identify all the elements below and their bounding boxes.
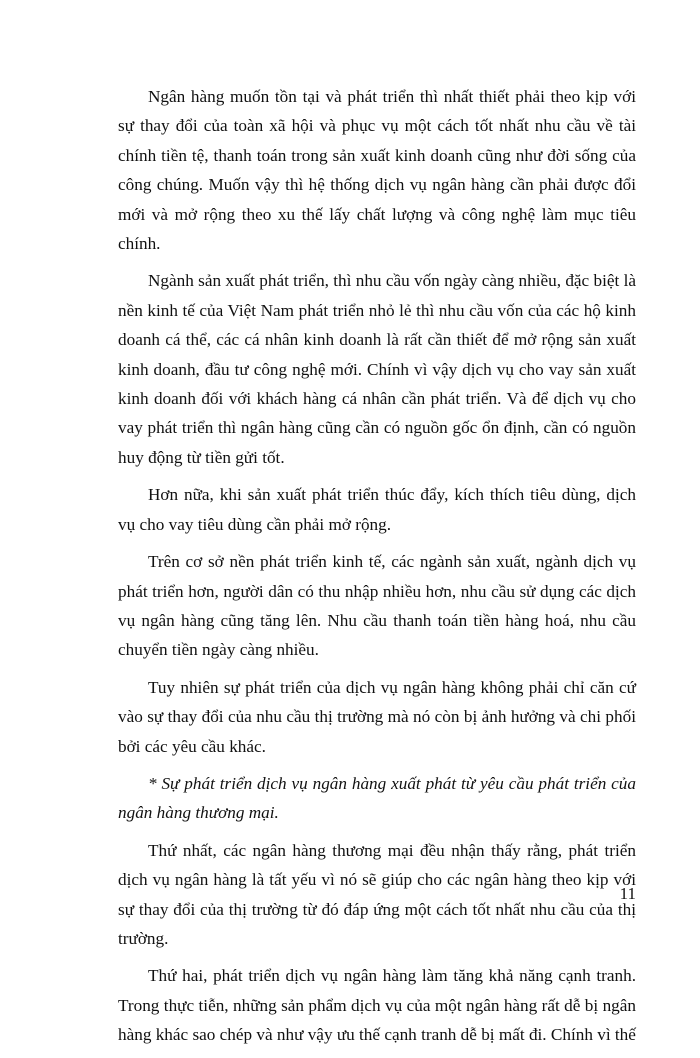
paragraph-consumer-loans: Hơn nữa, khi sản xuất phát triển thúc đẩy, kích thích tiêu dùng, dịch vụ cho vay tiêu dùng cần phải mở rộng. — [118, 485, 636, 534]
page-content — [118, 82, 636, 1058]
paragraph-other-requirements: Tuy nhiên sự phát triển của dịch vụ ngân hàng không phải chỉ căn cứ vào sự thay đổi của nhu cầu thị trường mà nó còn bị ảnh hưởng và chi phối bởi các yêu cầu khác. — [118, 677, 636, 756]
paragraph-bank-development: Ngân hàng muốn tồn tại và phát triển thì nhất thiết phải theo kịp với sự thay đổi của toàn xã hội và phục vụ một cách tốt nhất nhu cầu về tài chính tiền tệ, thanh toán trong sản xuất kinh doanh cũng như đời sống của công chúng. Muốn vậy thì hệ thống dịch vụ ngân hàng cần phải được đổi mới và mở rộng theo xu thế lấy chất lượng và công nghệ làm mục tiêu chính. — [118, 87, 636, 254]
paragraph-first-reason: Thứ nhất, các ngân hàng thương mại đều nhận thấy rằng, phát triển dịch vụ ngân hàng là tất yếu vì nó sẽ giúp cho các ngân hàng theo kịp với sự thay đổi của thị trường từ đó đáp ứng một cách tốt nhất nhu cầu của thị trường. — [118, 840, 636, 948]
paragraph-economic-basis: Trên cơ sở nền phát triển kinh tế, các ngành sản xuất, ngành dịch vụ phát triển hơn, người dân có thu nhập nhiều hơn, nhu cầu sử dụng các dịch vụ ngân hàng cũng tăng lên. Nhu cầu thanh toán tiền hàng hoá, nhu cầu chuyển tiền ngày càng nhiều. — [118, 552, 636, 660]
section-heading-commercial-bank: * Sự phát triển dịch vụ ngân hàng xuất phát từ yêu cầu phát triển của ngân hàng thương mại. — [118, 773, 636, 823]
paragraph-second-reason: Thứ hai, phát triển dịch vụ ngân hàng làm tăng khả năng cạnh tranh. Trong thực tiễn, những sản phẩm dịch vụ của một ngân hàng rất dễ bị ngân hàng khác sao chép và như vậy ưu thế cạnh tranh dễ bị mất đi. Chính vì thế — [118, 966, 636, 1045]
page-number: 11 — [619, 884, 636, 903]
paragraph-production-capital: Ngành sản xuất phát triển, thì nhu cầu vốn ngày càng nhiều, đặc biệt là nền kinh tế của Việt Nam phát triển nhỏ lẻ thì nhu cầu vốn của các hộ kinh doanh cá thể, các cá nhân kinh doanh là rất cần thiết để mở rộng sản xuất kinh doanh, đầu tư công nghệ mới. Chính vì vậy dịch vụ cho vay sản xuất kinh doanh đối với khách hàng cá nhân cần phát triển. Và để dịch vụ cho vay phát triển thì ngân hàng cũng cần có nguồn gốc ổn định, cần có nguồn huy động từ tiền gửi tốt. — [118, 271, 636, 467]
